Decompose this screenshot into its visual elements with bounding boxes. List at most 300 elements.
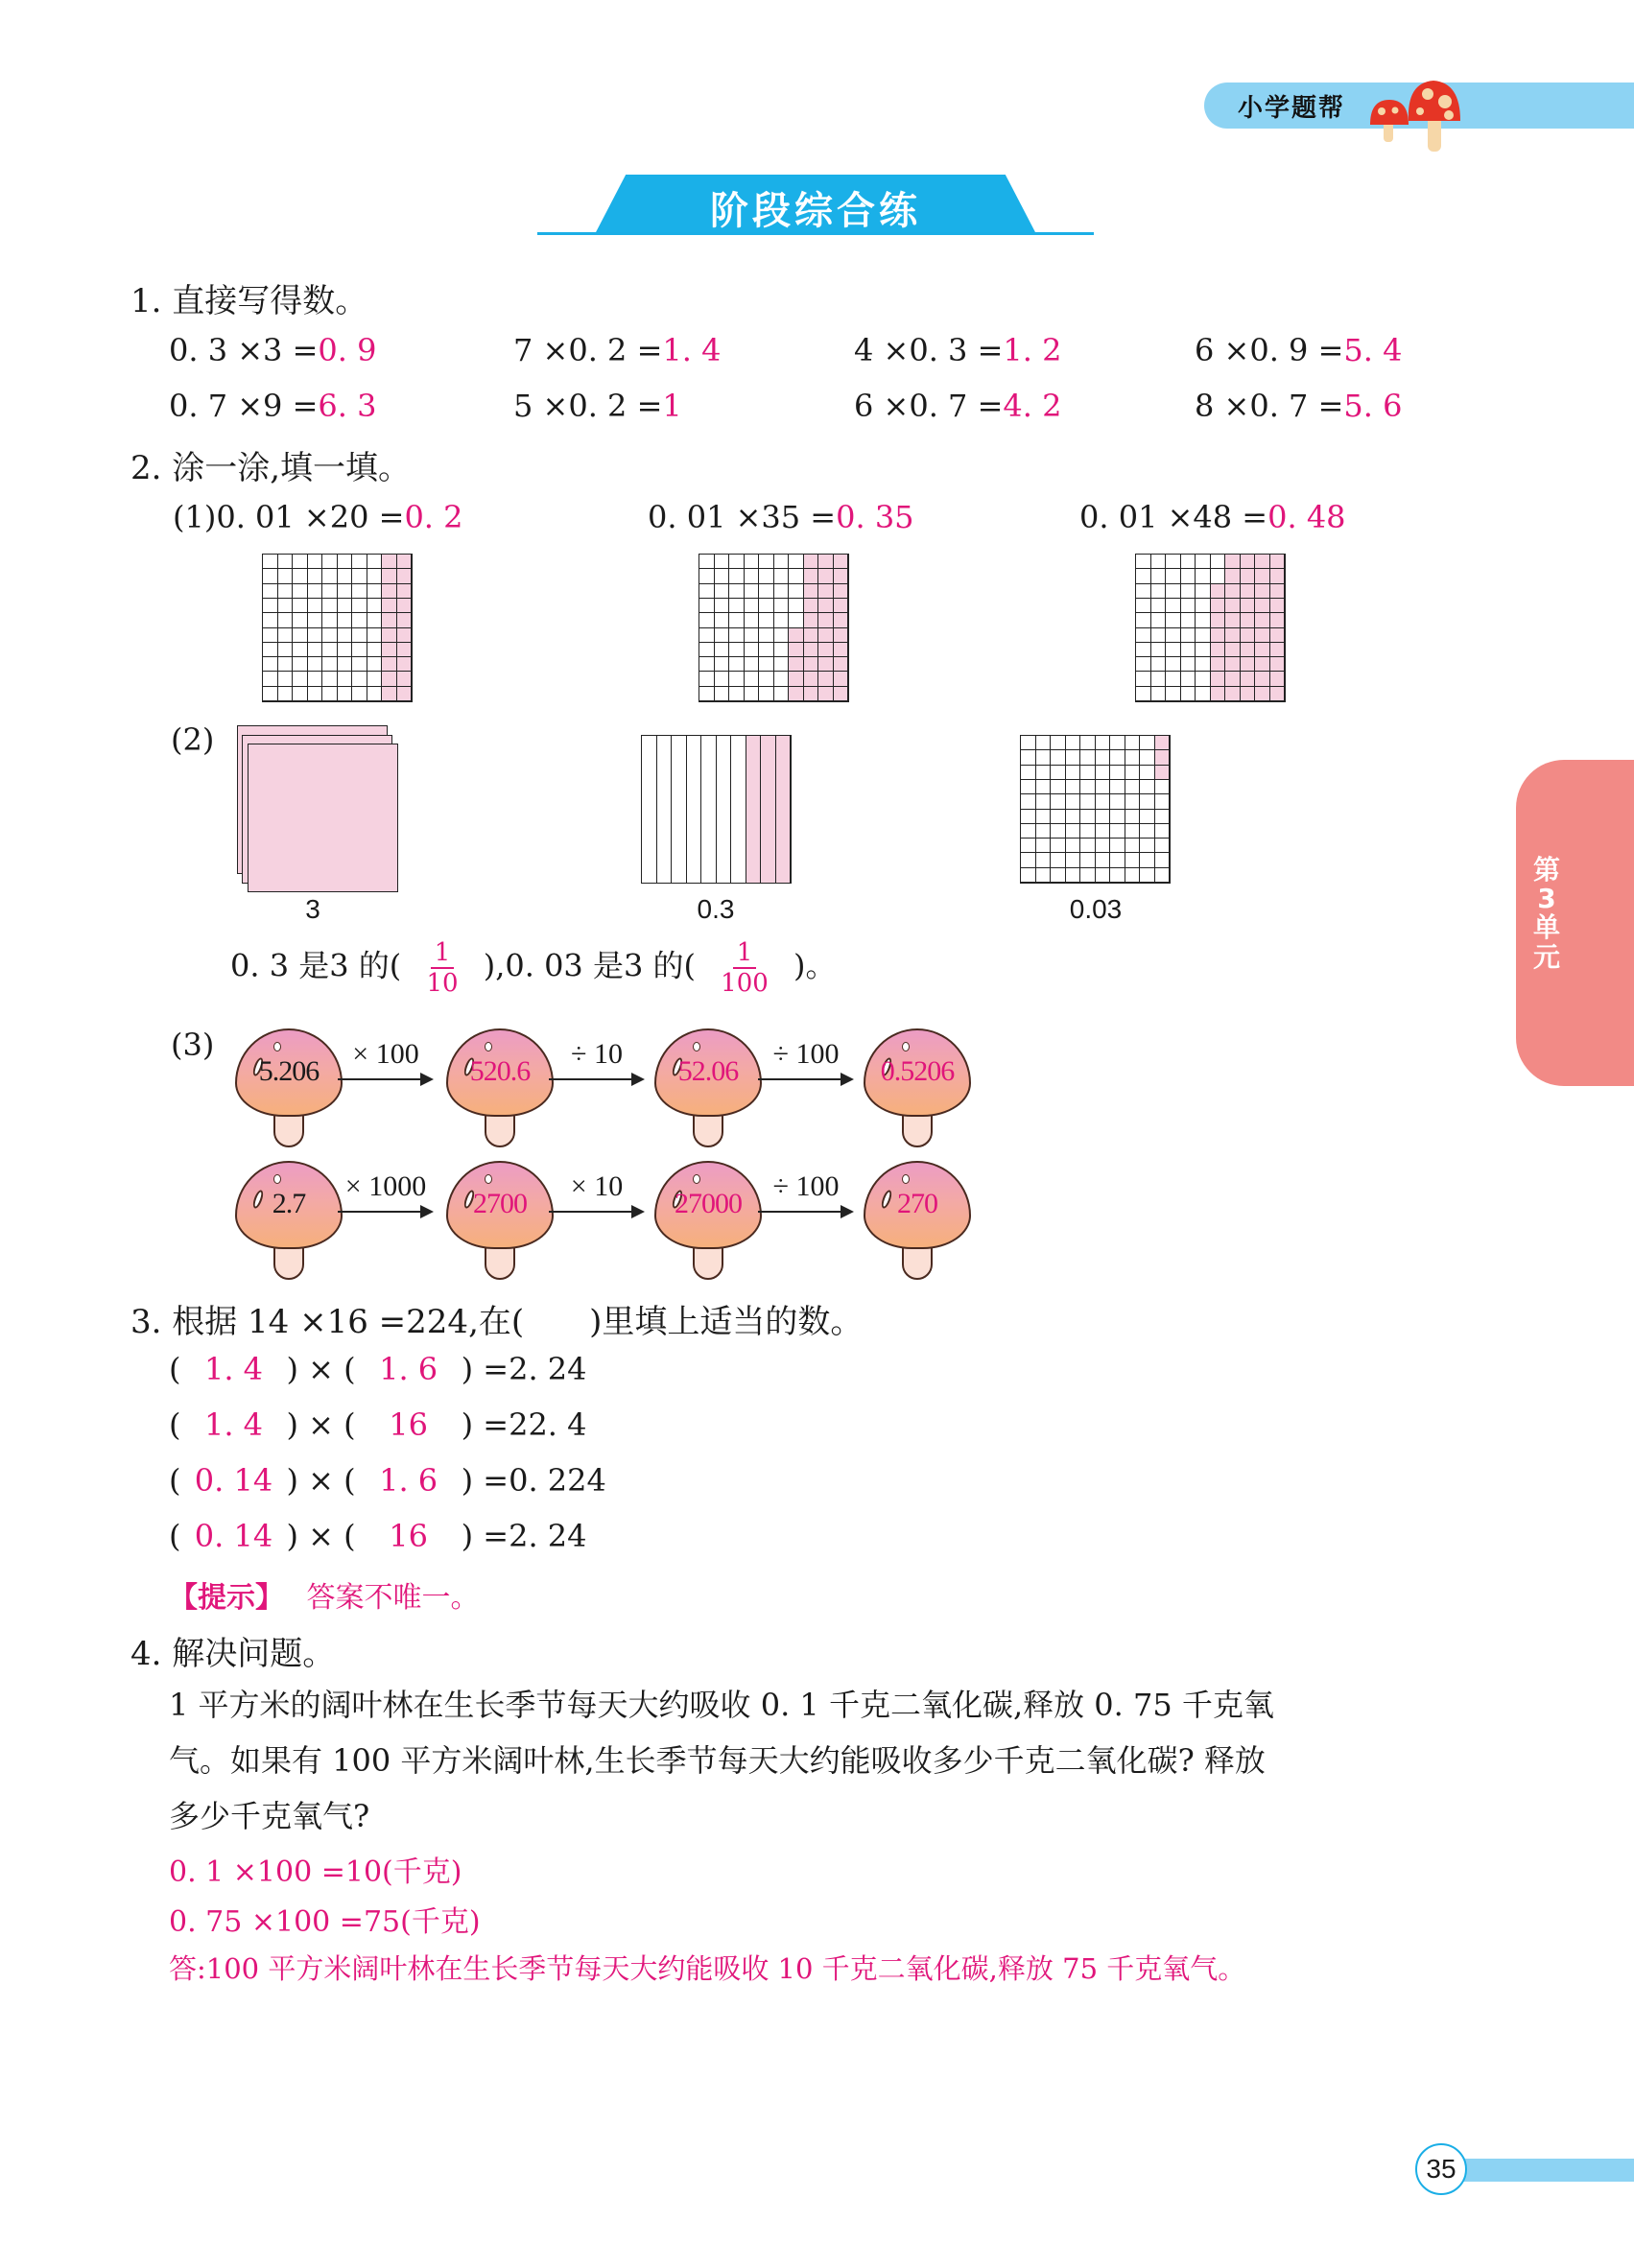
strip-cell — [746, 736, 762, 883]
grid-cell — [293, 569, 308, 583]
grid-cell — [382, 687, 397, 701]
grid-cell — [1051, 853, 1066, 867]
grid-cell — [1151, 555, 1167, 569]
grid-cell — [804, 628, 819, 643]
grid-cell — [774, 555, 790, 569]
grid-cell — [1021, 853, 1036, 867]
grid-cell — [293, 672, 308, 686]
grid-cell — [367, 643, 383, 657]
q1-item: 7 ×0. 2 =1. 4 — [513, 332, 722, 368]
brand-name: 小学题帮 — [1238, 94, 1346, 123]
grid-cell — [1066, 780, 1081, 794]
grid-cell — [1110, 780, 1125, 794]
grid-cell — [1166, 643, 1181, 657]
grid-cell — [774, 687, 790, 701]
shine-dot — [902, 1042, 910, 1051]
grid-cell — [293, 643, 308, 657]
grid-cell — [1021, 750, 1036, 765]
grid-cell — [263, 672, 278, 686]
grid-cell — [1196, 672, 1211, 686]
grid-cell — [338, 672, 353, 686]
grid-cell — [1241, 584, 1256, 599]
grid-cell — [1096, 780, 1111, 794]
grid-cell — [818, 687, 834, 701]
grid-cell — [759, 672, 774, 686]
grid-cell — [1125, 736, 1141, 750]
grid-cell — [1096, 766, 1111, 780]
grid-cell — [1140, 868, 1155, 883]
shine-dot — [902, 1174, 910, 1184]
grid-cell — [1136, 599, 1151, 613]
grid-cell — [367, 555, 383, 569]
mushroom-value: 5.206 — [258, 1055, 320, 1087]
grid-cell — [834, 613, 849, 627]
grid-cell — [1110, 766, 1125, 780]
q1-item: 6 ×0. 7 =4. 2 — [854, 388, 1062, 424]
grid-cell — [263, 599, 278, 613]
shine-dot — [485, 1042, 492, 1051]
grid-cell — [293, 628, 308, 643]
arrow-shaft — [758, 1211, 846, 1213]
grid-cell — [774, 643, 790, 657]
grid-cell — [1155, 780, 1171, 794]
grid-cell — [745, 657, 760, 672]
grid-cell — [278, 643, 294, 657]
grid-cell — [308, 687, 323, 701]
grid-cell — [1136, 569, 1151, 583]
grid-cell — [1155, 794, 1171, 809]
grid-cell — [1151, 672, 1167, 686]
grid-cell — [1270, 569, 1286, 583]
grid-cell — [1080, 839, 1096, 853]
grid-cell — [759, 599, 774, 613]
grid-cell — [729, 613, 745, 627]
q2-title: 2. 涂一涂,填一填。 — [130, 449, 412, 487]
operation-arrow — [549, 1170, 645, 1218]
grid-cell — [1255, 672, 1270, 686]
q4-solution-line: 0. 75 ×100 =75(千克) — [169, 1905, 481, 1939]
grid-cell — [367, 687, 383, 701]
grid-cell — [352, 584, 367, 599]
grid-cell — [1241, 599, 1256, 613]
grid-cell — [1270, 555, 1286, 569]
grid-cell — [1036, 853, 1052, 867]
grid-cell — [804, 687, 819, 701]
grid-cell — [1211, 687, 1226, 701]
grid-cell — [1096, 853, 1111, 867]
grid-cell — [1241, 628, 1256, 643]
grid-cell — [278, 569, 294, 583]
grid-cell — [745, 569, 760, 583]
grid-cell — [1196, 628, 1211, 643]
grid-cell — [1140, 839, 1155, 853]
grid-cell — [1155, 750, 1171, 765]
grid-cell — [1036, 794, 1052, 809]
grid-cell — [308, 643, 323, 657]
grid-cell — [745, 555, 760, 569]
grid-cell — [1225, 613, 1241, 627]
grid-cell — [715, 643, 730, 657]
q3-hint: 【提示】 答案不唯一。 — [169, 1581, 480, 1615]
grid-cell — [352, 628, 367, 643]
unit-side-label: 第 3 单 元 — [1532, 854, 1560, 973]
arrow-shaft — [338, 1211, 426, 1213]
grid-cell — [1155, 839, 1171, 853]
grid-cell — [1225, 643, 1241, 657]
grid-cell — [1080, 766, 1096, 780]
grid-cell — [278, 555, 294, 569]
grid-cell — [1211, 599, 1226, 613]
grid-cell — [774, 628, 790, 643]
grid-cell — [382, 555, 397, 569]
grid-cell — [1270, 628, 1286, 643]
grid-cell — [1066, 824, 1081, 839]
grid-cell — [1155, 824, 1171, 839]
grid-cell — [699, 555, 715, 569]
blank-answer: 0. 14 — [194, 1462, 273, 1499]
grid-cell — [774, 657, 790, 672]
q4-problem-line: 多少千克氧气? — [169, 1798, 370, 1834]
grid-cell — [715, 555, 730, 569]
grid-cell — [834, 628, 849, 643]
grid-cell — [308, 584, 323, 599]
grid-cell — [1096, 736, 1111, 750]
grid-cell — [834, 657, 849, 672]
q3-equation-row: ( 1. 4 ) × ( 1. 6 ) =2. 24 — [169, 1351, 587, 1387]
figure-label: 0.3 — [697, 894, 735, 924]
grid-cell — [759, 657, 774, 672]
grid-cell — [322, 584, 338, 599]
grid-cell — [1125, 853, 1141, 867]
grid-cell — [1225, 599, 1241, 613]
grid-cell — [1036, 750, 1052, 765]
grid-cell — [1181, 643, 1196, 657]
grid-cell — [1241, 643, 1256, 657]
grid-cell — [1051, 750, 1066, 765]
grid-cell — [1270, 599, 1286, 613]
grid-cell — [1270, 687, 1286, 701]
q1-item: 0. 3 ×3 =0. 9 — [169, 332, 377, 368]
operation-arrow — [338, 1170, 434, 1218]
grid-cell — [774, 584, 790, 599]
operation-label: × 1000 — [344, 1170, 427, 1202]
grid-cell — [1140, 736, 1155, 750]
grid-cell — [1211, 643, 1226, 657]
grid-cell — [1225, 657, 1241, 672]
grid-cell — [1166, 569, 1181, 583]
grid-cell — [1140, 750, 1155, 765]
grid-cell — [1110, 810, 1125, 824]
hundred-grid-20 — [262, 554, 413, 702]
grid-cell — [1155, 736, 1171, 750]
grid-cell — [834, 672, 849, 686]
grid-cell — [1110, 794, 1125, 809]
grid-cell — [1080, 750, 1096, 765]
grid-cell — [1021, 868, 1036, 883]
arrow-head-icon — [420, 1205, 434, 1218]
grid-cell — [729, 657, 745, 672]
grid-cell — [729, 569, 745, 583]
mushroom-value: 520.6 — [469, 1055, 531, 1087]
grid-cell — [834, 643, 849, 657]
grid-cell — [382, 643, 397, 657]
grid-cell — [804, 657, 819, 672]
grid-cell — [1181, 687, 1196, 701]
grid-cell — [263, 643, 278, 657]
grid-cell — [699, 672, 715, 686]
unit-square — [248, 744, 398, 892]
grid-cell — [1066, 853, 1081, 867]
grid-cell — [1125, 868, 1141, 883]
grid-cell — [1270, 584, 1286, 599]
grid-cell — [1196, 599, 1211, 613]
grid-cell — [1255, 628, 1270, 643]
grid-cell — [804, 613, 819, 627]
grid-cell — [818, 555, 834, 569]
grid-cell — [1196, 687, 1211, 701]
grid-cell — [1036, 736, 1052, 750]
grid-cell — [367, 599, 383, 613]
grid-cell — [715, 672, 730, 686]
grid-cell — [1036, 839, 1052, 853]
grid-cell — [367, 584, 383, 599]
grid-cell — [759, 628, 774, 643]
grid-cell — [338, 643, 353, 657]
mushroom-card — [654, 1028, 762, 1144]
mushroom-card — [446, 1161, 554, 1276]
grid-cell — [338, 687, 353, 701]
arrow-head-icon — [631, 1205, 645, 1218]
grid-cell — [1225, 555, 1241, 569]
grid-cell — [352, 555, 367, 569]
grid-cell — [1125, 794, 1141, 809]
grid-cell — [1196, 569, 1211, 583]
grid-cell — [745, 628, 760, 643]
grid-cell — [397, 687, 413, 701]
grid-cell — [715, 628, 730, 643]
grid-cell — [278, 628, 294, 643]
strip-cell — [701, 736, 717, 883]
grid-cell — [789, 628, 804, 643]
arrow-shaft — [338, 1078, 426, 1080]
grid-cell — [1181, 628, 1196, 643]
grid-cell — [1155, 766, 1171, 780]
grid-cell — [1096, 794, 1111, 809]
figure-label: 0.03 — [1069, 894, 1123, 924]
grid-cell — [1125, 780, 1141, 794]
q1-item: 5 ×0. 2 =1 — [513, 388, 682, 424]
grid-cell — [759, 613, 774, 627]
grid-cell — [759, 643, 774, 657]
grid-cell — [774, 613, 790, 627]
grid-cell — [1211, 657, 1226, 672]
grid-cell — [1066, 794, 1081, 809]
grid-cell — [1166, 555, 1181, 569]
grid-cell — [382, 657, 397, 672]
strip-cell — [672, 736, 687, 883]
grid-cell — [1125, 766, 1141, 780]
grid-cell — [1181, 555, 1196, 569]
grid-cell — [1051, 810, 1066, 824]
grid-cell — [263, 569, 278, 583]
grid-cell — [263, 613, 278, 627]
grid-cell — [1225, 687, 1241, 701]
grid-cell — [1166, 584, 1181, 599]
operation-label: × 10 — [570, 1170, 624, 1202]
grid-cell — [699, 613, 715, 627]
grid-cell — [1211, 672, 1226, 686]
grid-cell — [1196, 643, 1211, 657]
arrow-head-icon — [841, 1073, 854, 1086]
grid-cell — [1051, 766, 1066, 780]
mushroom-value: 270 — [897, 1188, 937, 1219]
grid-cell — [1110, 736, 1125, 750]
arrow-head-icon — [420, 1073, 434, 1086]
grid-cell — [1036, 780, 1052, 794]
grid-cell — [699, 628, 715, 643]
mushroom-card — [446, 1028, 554, 1144]
grid-cell — [1021, 794, 1036, 809]
grid-cell — [1196, 657, 1211, 672]
grid-cell — [818, 584, 834, 599]
grid-cell — [308, 555, 323, 569]
grid-cell — [1241, 687, 1256, 701]
grid-cell — [352, 687, 367, 701]
grid-cell — [293, 613, 308, 627]
shine-dot — [273, 1042, 281, 1051]
grid-cell — [322, 613, 338, 627]
grid-cell — [338, 628, 353, 643]
mushroom-value: 2700 — [473, 1188, 527, 1219]
q1-item: 4 ×0. 3 =1. 2 — [854, 332, 1062, 368]
grid-cell — [789, 584, 804, 599]
grid-cell — [1166, 628, 1181, 643]
grid-cell — [729, 672, 745, 686]
grid-cell — [1241, 613, 1256, 627]
figure-label: 3 — [305, 894, 320, 924]
grid-cell — [263, 628, 278, 643]
grid-cell — [834, 687, 849, 701]
grid-cell — [1066, 868, 1081, 883]
grid-cell — [1225, 672, 1241, 686]
mushroom-card — [864, 1161, 971, 1276]
grid-cell — [1241, 657, 1256, 672]
grid-cell — [818, 613, 834, 627]
grid-cell — [308, 657, 323, 672]
grid-cell — [1036, 766, 1052, 780]
operation-arrow — [338, 1038, 434, 1086]
grid-cell — [1270, 613, 1286, 627]
strip-cell — [642, 736, 657, 883]
grid-cell — [1151, 687, 1167, 701]
grid-cell — [308, 569, 323, 583]
grid-cell — [1136, 584, 1151, 599]
grid-cell — [1080, 794, 1096, 809]
grid-cell — [789, 687, 804, 701]
grid-cell — [1151, 643, 1167, 657]
q3-equation-row: ( 0. 14 ) × ( 1. 6 ) =0. 224 — [169, 1462, 606, 1499]
operation-label: ÷ 10 — [571, 1038, 623, 1070]
grid-cell — [1166, 687, 1181, 701]
grid-cell — [1096, 810, 1111, 824]
grid-cell — [715, 657, 730, 672]
blank-answer: 16 — [389, 1406, 428, 1443]
grid-cell — [278, 657, 294, 672]
grid-cell — [818, 657, 834, 672]
grid-cell — [293, 657, 308, 672]
grid-cell — [745, 643, 760, 657]
grid-cell — [774, 599, 790, 613]
grid-cell — [729, 555, 745, 569]
q1-title: 1. 直接写得数。 — [130, 282, 368, 320]
grid-cell — [1255, 657, 1270, 672]
grid-cell — [834, 569, 849, 583]
grid-cell — [1096, 839, 1111, 853]
q2-part1-item: 0. 01 ×35 =0. 35 — [648, 499, 914, 535]
grid-cell — [1166, 657, 1181, 672]
grid-cell — [293, 555, 308, 569]
grid-cell — [367, 628, 383, 643]
grid-cell — [1140, 853, 1155, 867]
grid-cell — [1255, 555, 1270, 569]
mushroom-value: 2.7 — [272, 1188, 306, 1219]
grid-cell — [293, 687, 308, 701]
grid-cell — [382, 628, 397, 643]
grid-cell — [1211, 628, 1226, 643]
hundred-grid-3 — [1020, 735, 1171, 884]
grid-cell — [278, 599, 294, 613]
grid-cell — [1196, 555, 1211, 569]
mushroom-value: 52.06 — [677, 1055, 739, 1087]
grid-cell — [789, 599, 804, 613]
grid-cell — [729, 599, 745, 613]
grid-cell — [1066, 839, 1081, 853]
grid-cell — [804, 584, 819, 599]
grid-cell — [367, 657, 383, 672]
grid-cell — [278, 584, 294, 599]
grid-cell — [759, 687, 774, 701]
grid-cell — [1036, 824, 1052, 839]
grid-cell — [1136, 628, 1151, 643]
grid-cell — [1021, 824, 1036, 839]
mushroom-card — [654, 1161, 762, 1276]
blank-answer: 1. 6 — [379, 1351, 438, 1387]
grid-cell — [338, 657, 353, 672]
grid-cell — [322, 687, 338, 701]
operation-arrow — [549, 1038, 645, 1086]
grid-cell — [804, 643, 819, 657]
grid-cell — [1140, 780, 1155, 794]
grid-cell — [1140, 766, 1155, 780]
blank-answer: 1. 6 — [379, 1462, 438, 1499]
grid-cell — [715, 584, 730, 599]
grid-cell — [1051, 794, 1066, 809]
grid-cell — [397, 672, 413, 686]
grid-cell — [834, 555, 849, 569]
grid-cell — [1096, 868, 1111, 883]
q1-item: 0. 7 ×9 =6. 3 — [169, 388, 377, 424]
grid-cell — [1255, 613, 1270, 627]
grid-cell — [699, 599, 715, 613]
grid-cell — [397, 613, 413, 627]
grid-cell — [1225, 569, 1241, 583]
grid-cell — [1066, 810, 1081, 824]
grid-cell — [278, 687, 294, 701]
grid-cell — [1255, 599, 1270, 613]
grid-cell — [774, 569, 790, 583]
arrow-shaft — [549, 1211, 637, 1213]
grid-cell — [1136, 613, 1151, 627]
